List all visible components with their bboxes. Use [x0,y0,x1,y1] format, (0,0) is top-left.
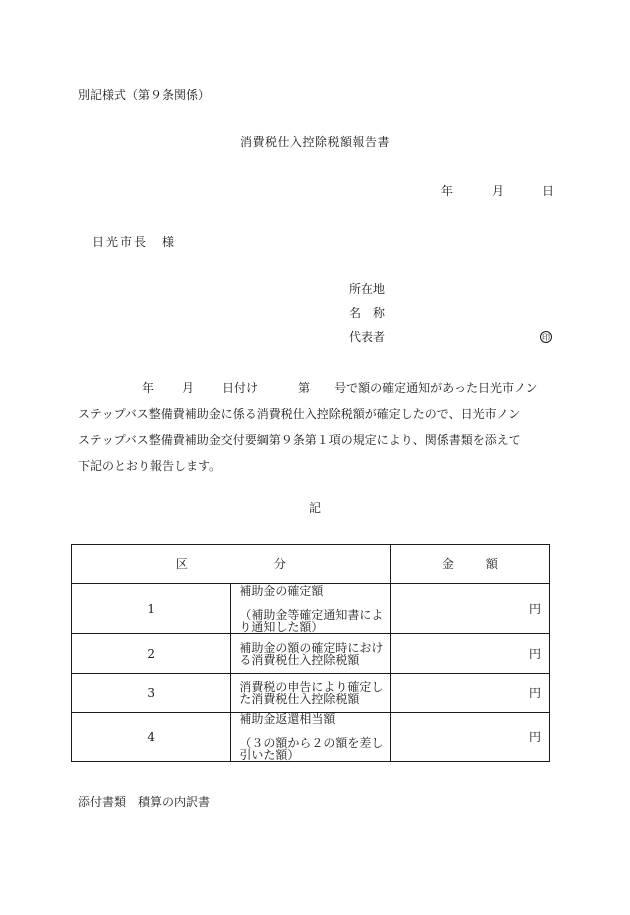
row-label [231,584,390,634]
row-label-sub: （補助金等確定通知書により通知した額） [239,607,384,634]
body-number: 第 [298,381,311,395]
row-number: 2 [72,634,231,674]
body-month: 月 [182,381,195,395]
report-table [71,544,550,762]
report-body [78,375,558,479]
amount-header-b: 額 [485,557,498,571]
category-header-b: 分 [273,557,286,571]
form-label: 別記様式（第９条関係） [78,88,211,102]
attachment-note: 添付書類 積算の内訳書 [78,795,211,809]
category-header-a: 区 [175,557,188,571]
amount-header [390,545,549,584]
body-line-1 [78,375,558,401]
ki-heading: 記 [308,501,321,515]
date-month-label: 月 [492,184,505,198]
row-label-sub: （３の額から２の額を差し引いた額） [239,736,384,762]
amount-header-a: 金 [441,557,454,571]
sender-representative-label: 代表者 [349,330,386,344]
row-number: 4 [72,713,231,762]
body-line-1-rest: 号で額の確定通知があった日光市ノン [334,381,538,395]
sender-name-label: 名 称 [349,306,386,320]
category-header [72,545,391,584]
amount-cell[interactable]: 円 [390,634,549,674]
table-row [72,674,550,713]
row-number: 3 [72,674,231,713]
body-line-4: 下記のとおり報告します。 [78,459,222,473]
date-year-label: 年 [441,184,454,198]
row-label-main: 補助金の確定額 [239,583,324,598]
row-label-main: 補助金返還相当額 [239,712,336,726]
document-title: 消費税仕入控除税額報告書 [239,135,390,149]
date-day-label: 日 [542,184,555,198]
row-label: 補助金の額の確定時における消費税仕入控除税額 [231,634,390,674]
seal-icon: 印 [542,333,550,342]
body-line-3: ステップバス整備費補助金交付要綱第９条第１項の規定により、関係書類を添えて [78,433,521,447]
body-year: 年 [142,381,155,395]
table-row [72,634,550,674]
sender-location-label: 所在地 [349,282,386,296]
addressee: 日光市長 様 [92,235,177,249]
table-row [72,584,550,634]
body-line-2: ステップバス整備費補助金に係る消費税仕入控除税額が確定したので、日光市ノン [78,407,521,421]
table-header-row [72,545,550,584]
row-label [231,713,390,762]
body-day: 日付け [222,381,259,395]
table-row [72,713,550,762]
row-number: 1 [72,584,231,634]
amount-cell[interactable]: 円 [390,584,549,634]
row-label: 消費税の申告により確定した消費税仕入控除税額 [231,674,390,713]
amount-cell[interactable]: 円 [390,674,549,713]
amount-cell[interactable]: 円 [390,713,549,762]
